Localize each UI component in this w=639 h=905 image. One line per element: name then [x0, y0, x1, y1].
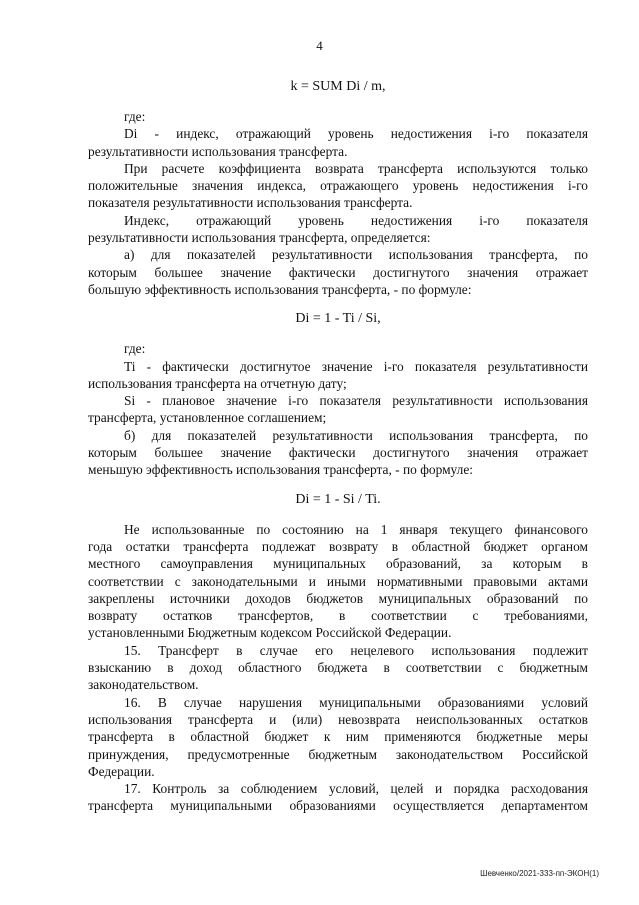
- formula-a: Di = 1 - Ti / Si,: [295, 311, 381, 327]
- definition-di: Di - индекс, отражающий уровень недостижения i-го показателя результативности использования трансферта.: [88, 126, 588, 159]
- definition-si: Si - плановое значение i-го показателя результативности использования трансферта, установленное соглашением;: [88, 393, 588, 426]
- formula-b: Di = 1 - Si / Ti.: [295, 491, 381, 507]
- document-body: [88, 76, 588, 815]
- definition-ti: Ti - фактически достигнутое значение i-го показателя результативности использования трансферта на отчетную дату;: [88, 358, 588, 391]
- paragraph-16: 16. В случае нарушения муниципальными образованиями условий использования трансферта и (или) невозврата неиспользованных остатков трансферта в областной бюджет к ним применяются бюджетные меры принуждения, предусмотренные бюджетным законодательством Российской Федерации.: [88, 694, 588, 779]
- where-label: где:: [124, 109, 146, 124]
- page-number: 4: [316, 38, 323, 53]
- paragraph-positive-values: При расчете коэффициента возврата трансферта используются только положительные значения индекса, отражающего уровень недостижения i-го показателя результативности использования трансферта.: [88, 160, 588, 211]
- document-code: Шевченко/2021-333-пп-ЭКОН(1): [480, 869, 599, 878]
- paragraph-17: 17. Контроль за соблюдением условий, целей и порядка расходования трансферта муниципальными образованиями осуществляется департаментом: [88, 781, 588, 814]
- paragraph-b: б) для показателей результативности использования трансферта, по которым большее значение фактически достигнутого значения отражает меньшую эффективность использования трансферта, - по формуле:: [88, 427, 588, 478]
- paragraph-unused-balances: Не использованные по состоянию на 1 января текущего финансового года остатки трансферта подлежат возврату в областной бюджет органом местного самоуправления муниципальных образований, за которым в соответствии с законодательными и иными нормативными правовыми актами закреплены источники доходов бюджетов муниципальных образований по возврату остатков трансфертов, в соответствии с требованиями, установленными Бюджетным кодексом Российской Федерации.: [88, 521, 588, 641]
- where-label-2: где:: [124, 341, 146, 357]
- paragraph-index: Индекс, отражающий уровень недостижения i-го показателя результативности использования трансферта, определяется:: [88, 212, 588, 246]
- formula-k: k = SUM Di / m,: [290, 79, 386, 94]
- paragraph-15: 15. Трансферт в случае его нецелевого использования подлежит взысканию в доход областного бюджета в соответствии с бюджетным законодательством.: [88, 642, 588, 693]
- paragraph-a: а) для показателей результативности использования трансферта, по которым большее значение фактически достигнутого значения отражает большую эффективность использования трансферта, - по формуле:: [88, 247, 588, 297]
